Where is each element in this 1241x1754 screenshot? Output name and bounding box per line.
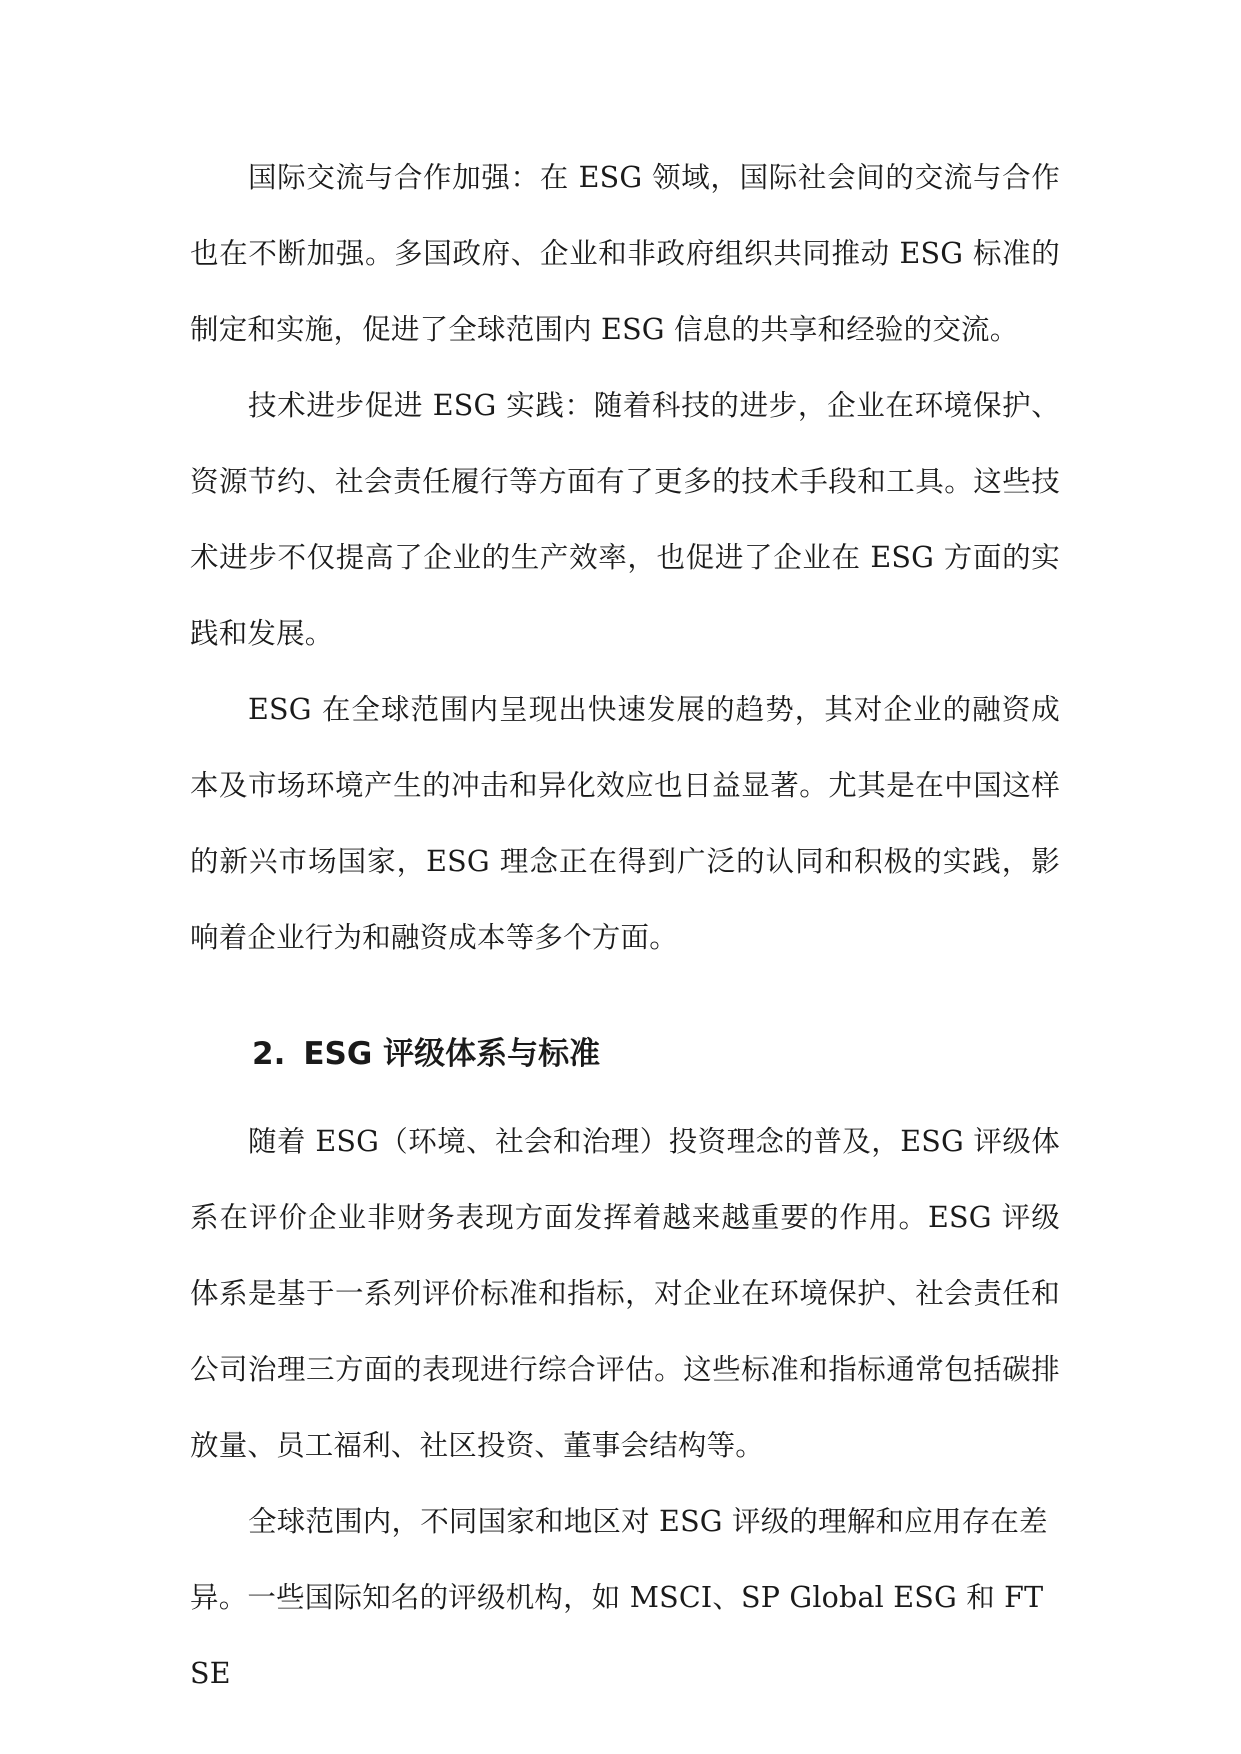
- section-heading-esg-rating: [190, 1024, 1060, 1084]
- paragraph-international-cooperation: 国际交流与合作加强：在 ESG 领域，国际社会间的交流与合作也在不断加强。多国政府、企业和非政府组织共同推动 ESG 标准的制定和实施，促进了全球范围内 ESG 信息的共享和经验的交流。: [190, 161, 1060, 346]
- document-page: [190, 140, 1060, 1712]
- section-number: 2.: [252, 1036, 286, 1072]
- paragraph-global-differences: 全球范围内，不同国家和地区对 ESG 评级的理解和应用存在差异。一些国际知名的评级机构，如 MSCI、SP Global ESG 和 FTSE: [190, 1505, 1048, 1690]
- paragraph-technology-progress: 技术进步促进 ESG 实践：随着科技的进步，企业在环境保护、资源节约、社会责任履行等方面有了更多的技术手段和工具。这些技术进步不仅提高了企业的生产效率，也促进了企业在 ESG 方面的实践和发展。: [190, 389, 1060, 650]
- paragraph-global-trend: ESG 在全球范围内呈现出快速发展的趋势，其对企业的融资成本及市场环境产生的冲击和异化效应也日益显著。尤其是在中国这样的新兴市场国家，ESG 理念正在得到广泛的认同和积极的实践，影响着企业行为和融资成本等多个方面。: [190, 693, 1060, 954]
- paragraph-esg-rating-system: 随着 ESG（环境、社会和治理）投资理念的普及，ESG 评级体系在评价企业非财务表现方面发挥着越来越重要的作用。ESG 评级体系是基于一系列评价标准和指标，对企业在环境保护、社会责任和公司治理三方面的表现进行综合评估。这些标准和指标通常包括碳排放量、员工福利、社区投资、董事会结构等。: [190, 1125, 1060, 1462]
- section-title: ESG 评级体系与标准: [303, 1036, 601, 1072]
